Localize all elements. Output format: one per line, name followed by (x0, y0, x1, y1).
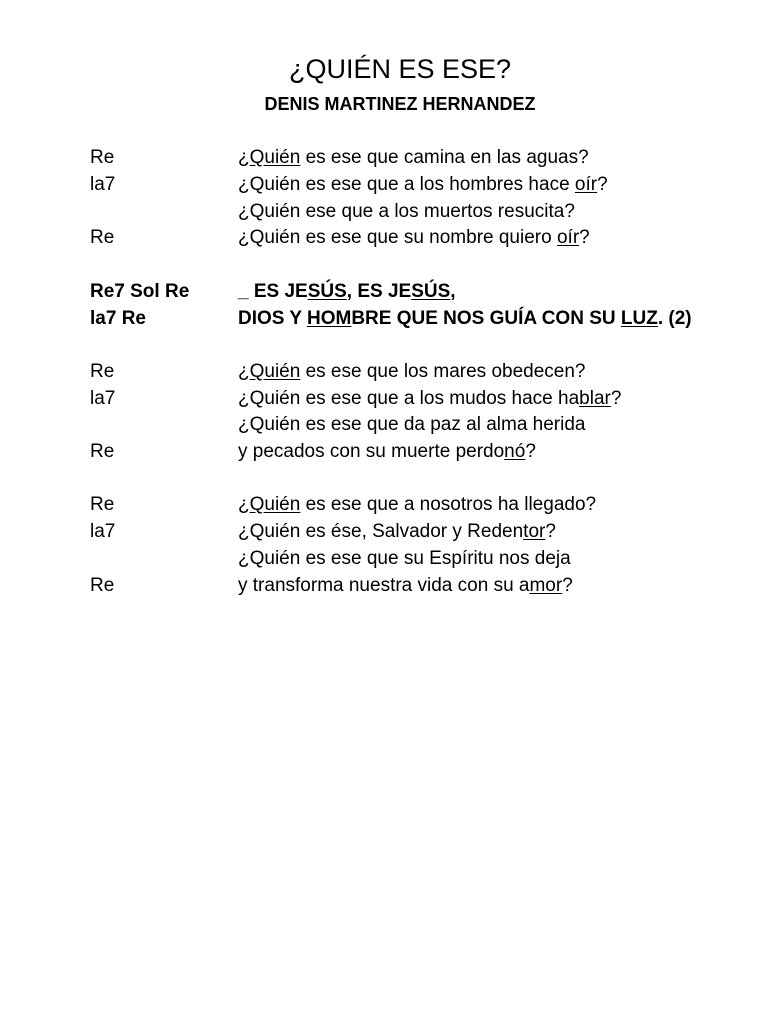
lyric: ¿Quién ese que a los muertos resucita? (238, 201, 575, 222)
stressed-syllable: mor (529, 575, 563, 596)
lyric: y pecados con su muerte perdonó? (238, 441, 536, 462)
chord: la7 (90, 388, 116, 409)
lyric: _ ES JESÚS, ES JESÚS, (238, 281, 456, 302)
stressed-syllable: Quién (249, 361, 301, 382)
chord: la7 (90, 174, 116, 195)
stressed-syllable: Quién (249, 147, 301, 168)
chord: Re (90, 575, 115, 596)
lyric: ¿Quién es ese que a los mudos hace hablar? (238, 388, 622, 409)
verse-line (0, 172, 768, 198)
stressed-syllable: tor (523, 521, 546, 542)
verse-line (0, 386, 768, 412)
stressed-syllable: SÚS (307, 281, 347, 302)
chorus-line (0, 306, 768, 332)
verse-line (0, 519, 768, 545)
chord: Re (90, 441, 115, 462)
stressed-syllable: nó (504, 441, 526, 462)
song-title: ¿QUIÉN ES ESE? (288, 54, 512, 84)
chord: Re (90, 494, 115, 515)
stressed-syllable: blar (579, 388, 611, 409)
verse-line (0, 359, 768, 385)
lyric: ¿Quién es ese que los mares obedecen? (238, 361, 586, 382)
chord: Re (90, 361, 115, 382)
chord: Re (90, 147, 115, 168)
stressed-syllable: SÚS (411, 281, 451, 302)
stressed-syllable: oír (556, 227, 580, 248)
lyric: ¿Quién es ese que da paz al alma herida (238, 414, 586, 435)
lyric: ¿Quién es ése, Salvador y Redentor? (238, 521, 556, 542)
stressed-syllable: oír (574, 174, 598, 195)
song-author: DENIS MARTINEZ HERNANDEZ (264, 94, 536, 114)
stressed-syllable: LUZ (620, 308, 658, 329)
lyric: ¿Quién es ese que su Espíritu nos deja (238, 548, 571, 569)
verse-line (0, 145, 768, 171)
verse-line (0, 412, 768, 438)
lyric: ¿Quién es ese que a los hombres hace oír? (238, 174, 608, 195)
stressed-syllable: HOM (307, 308, 352, 329)
lyric: ¿Quién es ese que su nombre quiero oír? (238, 227, 590, 248)
chord: Re (90, 227, 115, 248)
verse-line (0, 492, 768, 518)
lyric: ¿Quién es ese que camina en las aguas? (238, 147, 589, 168)
verse-line (0, 199, 768, 225)
lyric: y transforma nuestra vida con su amor? (238, 575, 573, 596)
chord: la7 Re (90, 308, 146, 329)
lyric: DIOS Y HOMBRE QUE NOS GUÍA CON SU LUZ. (2) (238, 308, 692, 329)
verse-line (0, 573, 768, 599)
lyric: ¿Quién es ese que a nosotros ha llegado? (238, 494, 597, 515)
verse-line (0, 225, 768, 251)
chord: Re7 Sol Re (90, 281, 190, 302)
verse-line (0, 439, 768, 465)
verse-line (0, 546, 768, 572)
chorus-line (0, 279, 768, 305)
stressed-syllable: Quién (249, 494, 301, 515)
chord: la7 (90, 521, 116, 542)
